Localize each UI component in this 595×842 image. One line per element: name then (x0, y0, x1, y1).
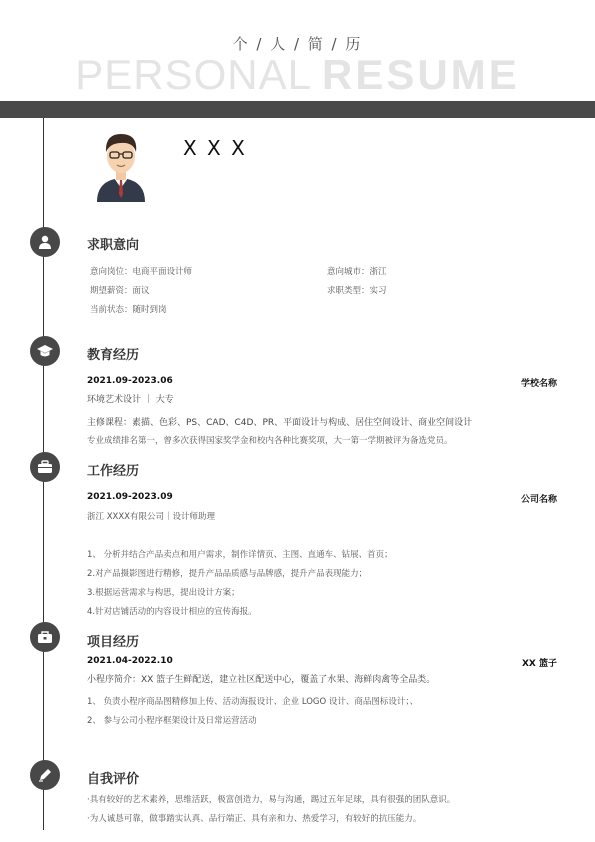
avatar (93, 128, 149, 202)
work-item: 1、 分析并结合产品卖点和用户需求，制作详情页、主图、直通车、钻展、首页； (87, 550, 393, 560)
title-en-bold: RESUME (322, 51, 520, 98)
project-item: 2、 参与公司小程序框架设计及日常运营活动 (87, 716, 257, 726)
project-intro: 小程序简介：XX 篮子生鲜配送，建立社区配送中心，覆盖了水果、海鲜肉禽等全品类。 (87, 675, 436, 685)
education-date: 2021.09-2023.06 (87, 376, 173, 386)
title-cn: 个 / 人 / 简 / 历 (232, 35, 363, 53)
intent-salary: 期望薪资：面议 (90, 286, 150, 296)
toolbox-icon (30, 622, 60, 652)
work-title: 工作经历 (87, 464, 140, 479)
title-en-thin: PERSONAL (75, 51, 313, 98)
self-item: ·为人诚恳可靠，做事踏实认真、品行端正、具有亲和力、热爱学习，有较好的抗压能力。 (87, 814, 422, 824)
intent-city: 意向城市：浙江 (327, 267, 387, 277)
education-honors: 专业成绩排名第一，曾多次获得国家奖学金和校内各种比赛奖项，大一第一学期被评为备选党员。 (87, 436, 453, 446)
work-role: 浙江 XXXX有限公司｜设计师助理 (87, 512, 215, 522)
person-name: X X X (183, 136, 247, 160)
title-en (0, 51, 595, 99)
work-item: 3.根据运营需求与构思，提出设计方案； (87, 588, 240, 598)
education-courses: 主修课程：素描、色彩、PS、CAD、C4D、PR、平面设计与构成、居住空间设计、商业空间设计 (87, 418, 473, 428)
project-title: 项目经历 (87, 635, 140, 650)
person-icon (30, 227, 60, 257)
work-date: 2021.09-2023.09 (87, 492, 173, 502)
self-item: ·具有较好的艺术素养，思维活跃，极富创造力，易与沟通，踢过五年足球，具有很强的团队意识。 (87, 795, 456, 805)
education-title: 教育经历 (87, 348, 140, 363)
work-company: 公司名称 (520, 495, 557, 505)
graduation-cap-icon (30, 336, 60, 366)
project-item: 1、 负责小程序商品图精修加上传、活动海报设计、企业 LOGO 设计、商品图标设计；、 (87, 697, 419, 707)
intent-status: 当前状态：随时到岗 (90, 305, 167, 315)
self-title: 自我评价 (87, 772, 140, 787)
work-item: 2.对产品摄影图进行精修，提升产品品质感与品牌感，提升产品表现能力； (87, 569, 368, 579)
header-bar (0, 101, 595, 118)
project-date: 2021.04-2022.10 (87, 656, 173, 666)
pen-icon (30, 760, 60, 790)
education-school: 学校名称 (520, 379, 557, 389)
briefcase-icon (30, 452, 60, 482)
intent-type: 求职类型：实习 (327, 286, 387, 296)
education-major: 环境艺术设计 ｜ 大专 (87, 395, 174, 405)
work-item: 4.针对店铺活动的内容设计相应的宣传海报。 (87, 607, 257, 617)
intent-position: 意向岗位：电商平面设计师 (90, 267, 193, 277)
intent-title: 求职意向 (87, 238, 140, 253)
project-name: XX 篮子 (521, 659, 557, 669)
